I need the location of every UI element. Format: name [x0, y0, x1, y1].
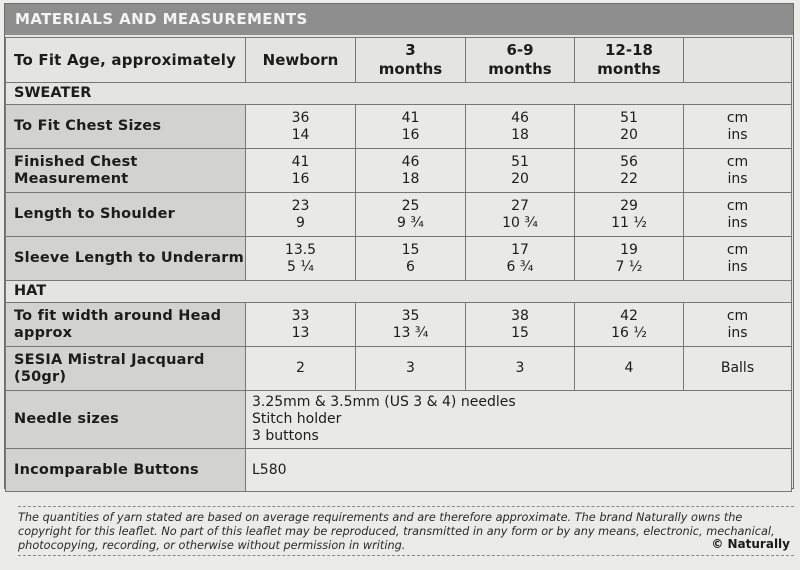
- row-label: SESIA Mistral Jacquard (50gr): [6, 347, 246, 391]
- measurement-row: [6, 303, 792, 347]
- unit-cell: cm ins: [684, 303, 792, 347]
- copyright-mark: © Naturally: [711, 537, 790, 551]
- panel-title: MATERIALS AND MEASUREMENTS: [15, 10, 308, 28]
- value-cell: 4: [575, 347, 684, 391]
- measurement-row: [6, 105, 792, 149]
- col-6-9-months: 6-9 months: [466, 38, 575, 83]
- needle-value: [246, 391, 792, 449]
- unit-cell: cm ins: [684, 149, 792, 193]
- row-label: Length to Shoulder: [6, 193, 246, 237]
- value-cell: 46 18: [356, 149, 466, 193]
- measurements-table: [5, 37, 792, 492]
- measurement-row: [6, 237, 792, 281]
- value-cell: 51 20: [575, 105, 684, 149]
- needle-line: 3 buttons: [252, 428, 319, 444]
- title-bar: [5, 4, 793, 35]
- value-cell: 2: [246, 347, 356, 391]
- value-cell: 46 18: [466, 105, 575, 149]
- value-cell: 36 14: [246, 105, 356, 149]
- value-cell: 25 9 ¾: [356, 193, 466, 237]
- buttons-value: L580: [246, 449, 792, 492]
- row-label: To Fit Chest Sizes: [6, 105, 246, 149]
- unit-cell: Balls: [684, 347, 792, 391]
- value-cell: 3: [466, 347, 575, 391]
- footer-end-rule: [18, 555, 794, 556]
- value-cell: 17 6 ¾: [466, 237, 575, 281]
- value-cell: 42 16 ½: [575, 303, 684, 347]
- value-cell: 56 22: [575, 149, 684, 193]
- value-cell: 13.5 5 ¼: [246, 237, 356, 281]
- value-cell: 3: [356, 347, 466, 391]
- section-sweater-label: SWEATER: [6, 83, 792, 105]
- measurement-row: [6, 347, 792, 391]
- col-12-18-months: 12-18 months: [575, 38, 684, 83]
- materials-panel: [4, 3, 794, 489]
- section-sweater: [6, 83, 792, 105]
- row-label: To fit width around Head approx: [6, 303, 246, 347]
- col-3-months: 3 months: [356, 38, 466, 83]
- measurement-row: [6, 149, 792, 193]
- unit-cell: cm ins: [684, 105, 792, 149]
- header-row: [6, 38, 792, 83]
- section-hat-label: HAT: [6, 281, 792, 303]
- unit-cell: cm ins: [684, 237, 792, 281]
- row-label: Sleeve Length to Underarm: [6, 237, 246, 281]
- section-hat: [6, 281, 792, 303]
- value-cell: 27 10 ¾: [466, 193, 575, 237]
- value-cell: 23 9: [246, 193, 356, 237]
- needle-line: Stitch holder: [252, 411, 342, 427]
- row-label: Finished Chest Measurement: [6, 149, 246, 193]
- value-cell: 29 11 ½: [575, 193, 684, 237]
- needle-label: Needle sizes: [6, 391, 246, 449]
- copyright-note: The quantities of yarn stated are based on average requirements and are therefore approximate. The brand Naturally owns the copyright for this leaflet. No part of this leaflet may be reproduced, transmitted in any form or by any means, electronic, mechanical, photocopying, recording, or otherwise without permission in writing.: [18, 511, 775, 552]
- measurement-row: [6, 193, 792, 237]
- col-newborn: Newborn: [246, 38, 356, 83]
- needle-row: [6, 391, 792, 449]
- value-cell: 41 16: [356, 105, 466, 149]
- header-label: To Fit Age, approximately: [6, 38, 246, 83]
- value-cell: 51 20: [466, 149, 575, 193]
- value-cell: 35 13 ¾: [356, 303, 466, 347]
- buttons-row: [6, 449, 792, 492]
- needle-line: 3.25mm & 3.5mm (US 3 & 4) needles: [252, 394, 516, 410]
- unit-cell: cm ins: [684, 193, 792, 237]
- value-cell: 15 6: [356, 237, 466, 281]
- footer-rule: [18, 506, 794, 507]
- value-cell: 38 15: [466, 303, 575, 347]
- value-cell: 33 13: [246, 303, 356, 347]
- value-cell: 41 16: [246, 149, 356, 193]
- col-unit: [684, 38, 792, 83]
- value-cell: 19 7 ½: [575, 237, 684, 281]
- buttons-label: Incomparable Buttons: [6, 449, 246, 492]
